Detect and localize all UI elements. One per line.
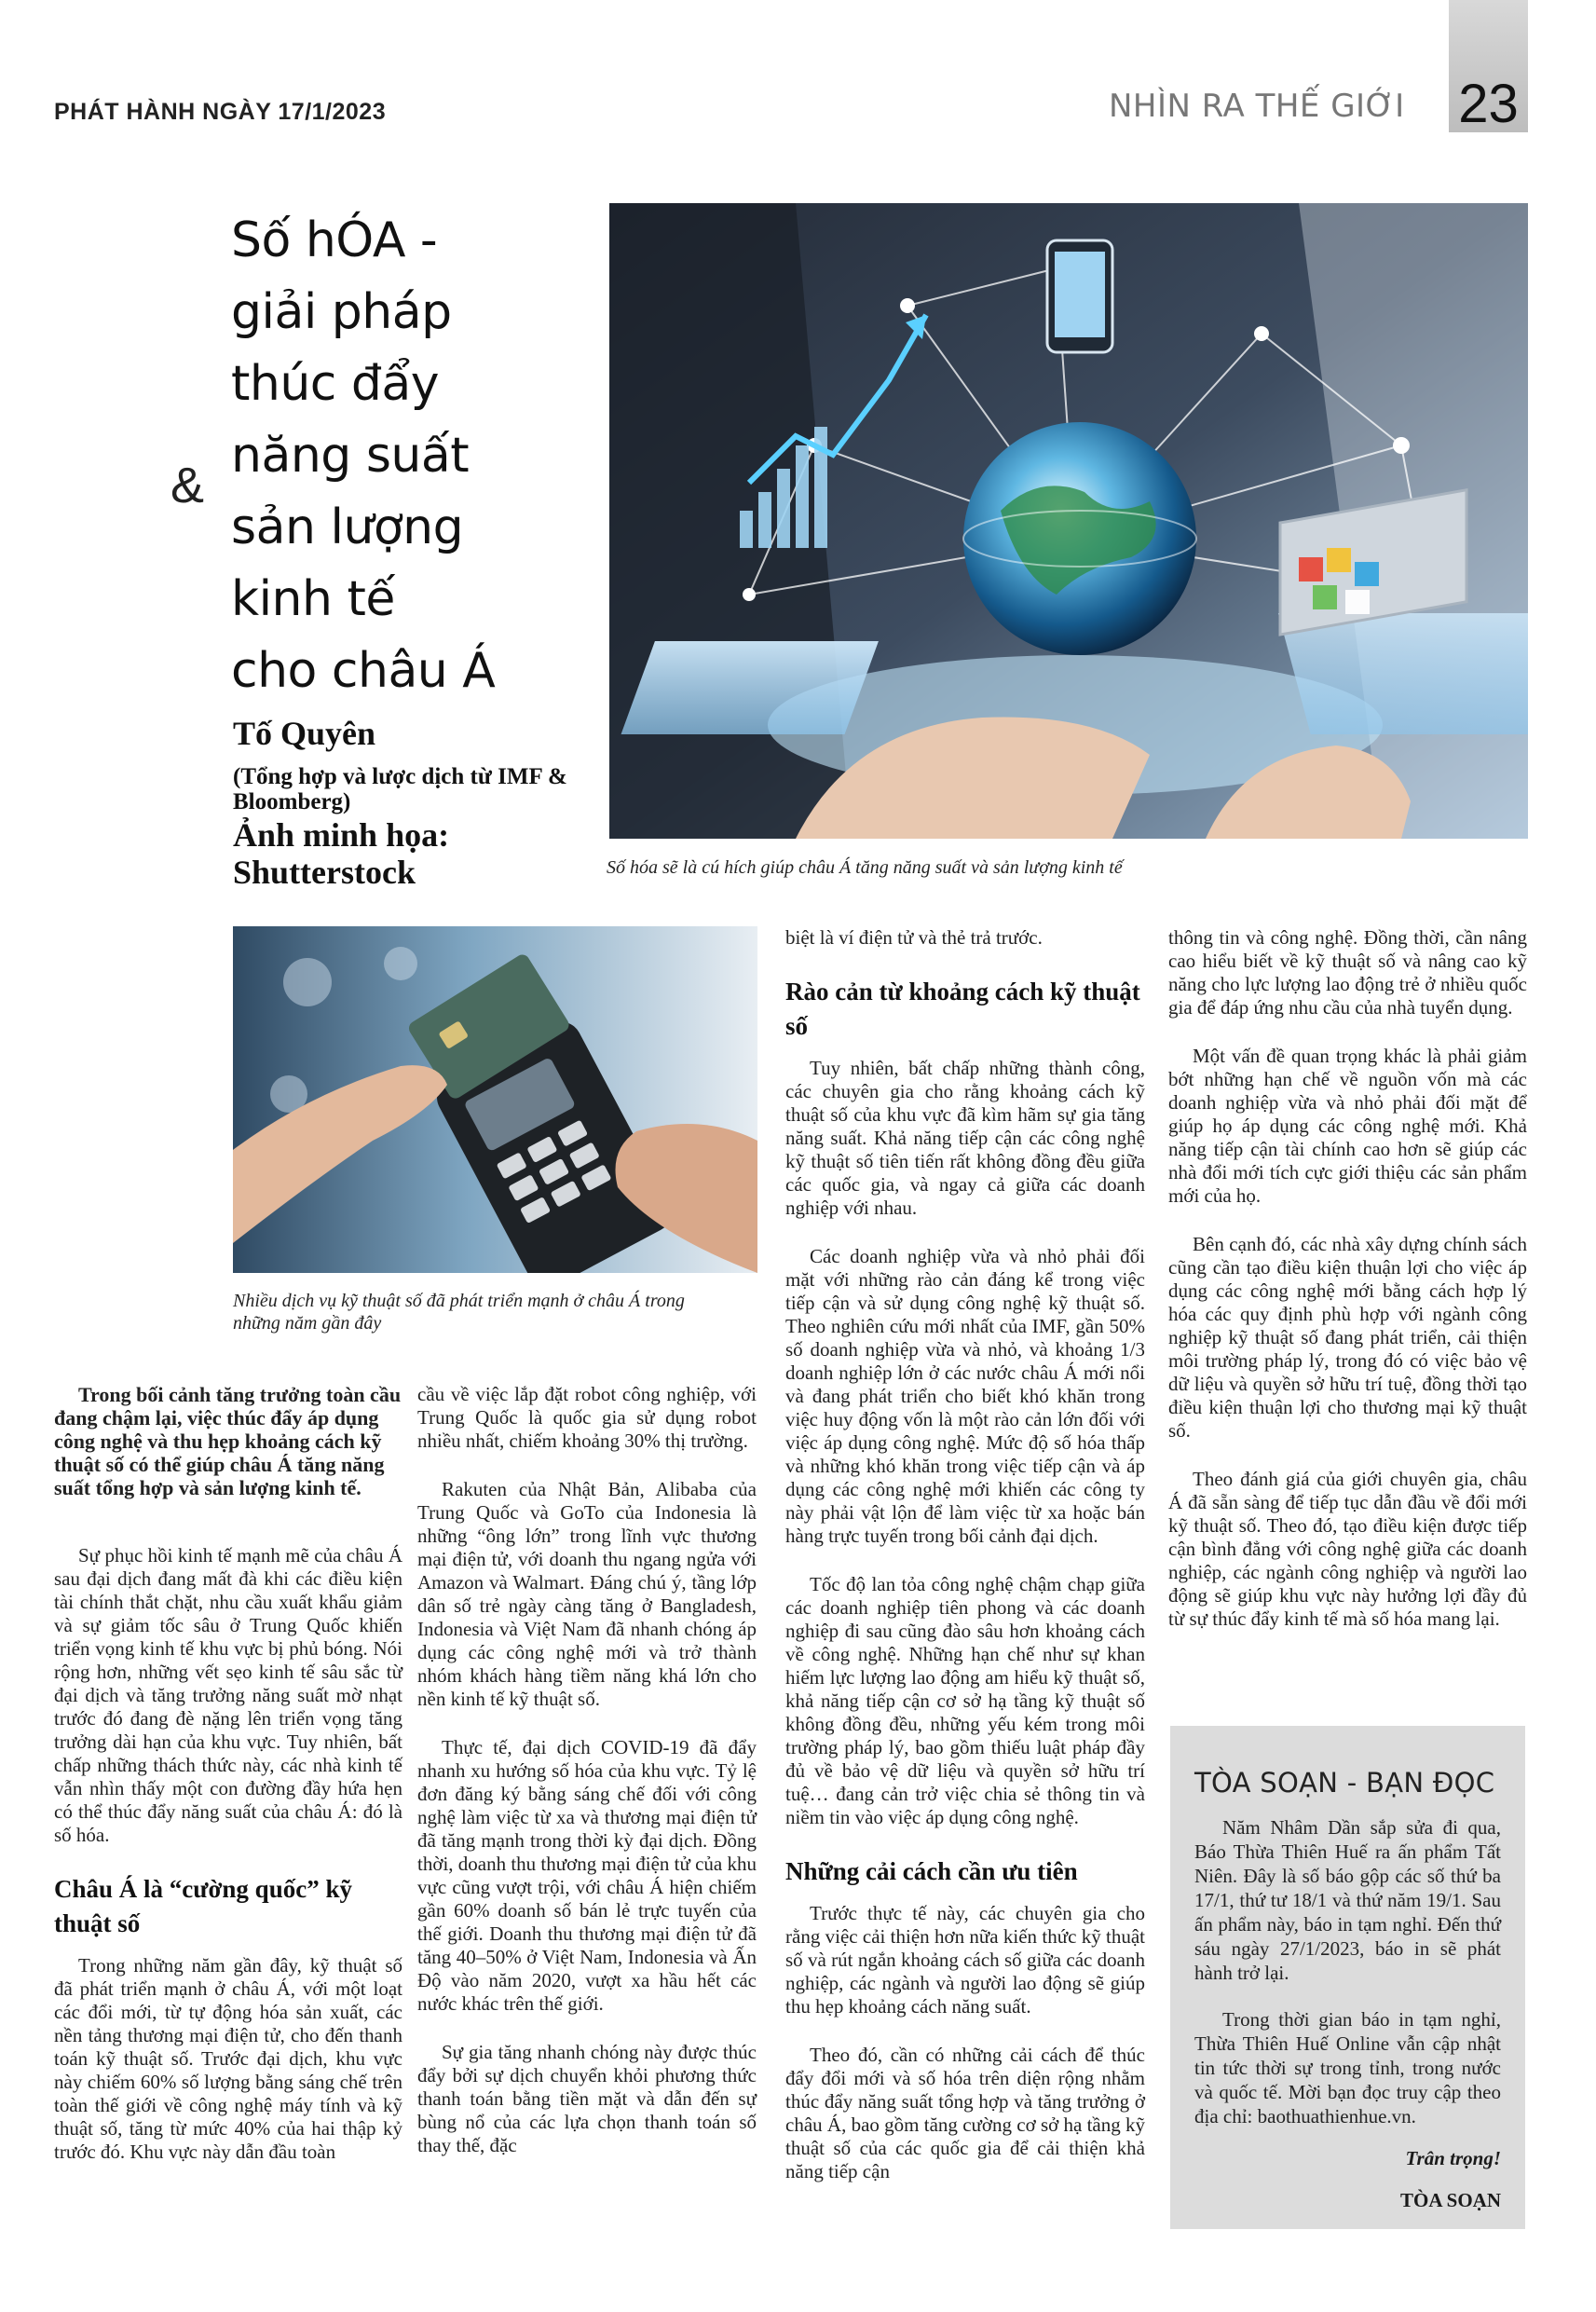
- main-illustration: [609, 203, 1528, 839]
- paragraph: Sự gia tăng nhanh chóng này được thúc đẩy bởi sự dịch chuyển khỏi phương thức thanh toán bằng tiền mặt và dẫn đến sự bùng nổ của các lựa chọn thanh toán số thay thế, đặc: [417, 2041, 757, 2156]
- text-column-2: [417, 1383, 757, 2182]
- title-line: thúc đẩy: [231, 356, 440, 412]
- subheading: Rào cản từ khoảng cách kỹ thuật số: [785, 978, 1140, 1040]
- paragraph: Các doanh nghiệp vừa và nhỏ phải đối mặt với những rào cản đáng kể trong việc tiếp cận và sử dụng công nghệ kỹ thuật số. Theo nghiên cứu mới nhất của IMF, gần 50% số doanh nghiệp vừa và nhỏ, và khoảng 1/3 doanh nghiệp lớn ở các nước châu Á mới nổi và đang phát triển cho biết khó khăn trong việc huy động vốn là một rào cản lớn đối với việc áp dụng công nghệ. Mức độ số hóa thấp và những khó khăn trong việc tiếp cận và áp dụng các công nghệ mới khiến các công ty này phải vật lộn để làm việc từ xa hoặc bán hàng trực tuyến trong bối cảnh đại dịch.: [785, 1245, 1145, 1547]
- subheading: Châu Á là “cường quốc” kỹ thuật số: [54, 1875, 352, 1937]
- paragraph: Tốc độ lan tỏa công nghệ chậm chạp giữa các doanh nghiệp tiên phong và các doanh nghiệp đi sau cũng đào sâu hơn khoảng cách về công nghệ. Những hạn chế như sự khan hiếm lực lượng lao động am hiểu kỹ thuật số, khả năng tiếp cận cơ sở hạ tầng kỹ thuật số không đồng đều, những yếu kém trong môi trường pháp lý, bao gồm thiếu luật pháp đầy đủ về bảo vệ dữ liệu và quyền sở hữu trí tuệ… đang cản trở việc chia sẻ thông tin và niềm tin vào việc áp dụng công nghệ.: [785, 1573, 1145, 1828]
- paragraph: Theo đó, cần có những cải cách để thúc đẩy đổi mới và số hóa trên diện rộng nhằm thúc đẩy năng suất tổng hợp và tăng trưởng ở châu Á, bao gồm tăng cường cơ sở hạ tầng kỹ thuật số của các quốc gia để cải thiện khả năng tiếp cận: [785, 2044, 1145, 2182]
- paragraph: Trước thực tế này, các chuyên gia cho rằng việc cải thiện hơn nữa kiến thức kỹ thuật số và rút ngắn khoảng cách số giữa các doanh nghiệp, các ngành và người lao động sẽ giúp thu hẹp khoảng cách năng suất.: [785, 1902, 1145, 2018]
- text-column-1: [54, 1383, 402, 2189]
- title-line: kinh tế: [231, 571, 395, 627]
- paragraph: Rakuten của Nhật Bản, Alibaba của Trung Quốc và GoTo của Indonesia là những “ông lớn” trong lĩnh vực thương mại điện tử, với doanh thu ngang ngửa với Amazon và Walmart. Đáng chú ý, tầng lớp dân số trẻ ngày càng tăng ở Bangladesh, Indonesia và Việt Nam đã nhanh chóng áp dụng các công nghệ mới và trở thành nhóm khách hàng tiềm năng khá lớn cho nền kinh tế kỹ thuật số.: [417, 1478, 757, 1710]
- paragraph: Trong những năm gần đây, kỹ thuật số đã phát triển mạnh ở châu Á, với một loạt các đổi mới, từ tự động hóa sản xuất, các nền tảng thương mại điện tử, cho đến thanh toán kỹ thuật số. Trước đại dịch, khu vực này chiếm 60% số lượng bằng sáng chế trên toàn thế giới về công nghệ máy tính và kỹ thuật số, tăng từ mức 40% của hai thập kỷ trước đó. Khu vực này dẫn đầu toàn: [54, 1954, 402, 2163]
- article-title: [231, 205, 604, 707]
- text-column-3: [785, 926, 1145, 2209]
- notice-paragraph: Trong thời gian báo in tạm nghỉ, Thừa Thiên Huế Online vẫn cập nhật tin tức thời sự trong tỉnh, trong nước và quốc tế. Mời bạn đọc truy cập theo địa chỉ: baothuathienhue.vn.: [1194, 2008, 1501, 2127]
- paragraph: Một vấn đề quan trọng khác là phải giảm bớt những hạn chế về nguồn vốn mà các doanh nghiệp vừa và nhỏ phải đối mặt để giúp họ áp dụng các công nghệ mới. Khả năng tiếp cận tài chính cao hơn sẽ giúp các nhà đổi mới tích cực giới thiệu các sản phẩm mới của họ.: [1168, 1045, 1527, 1207]
- notice-closing: Trân trọng!: [1405, 2147, 1501, 2169]
- title-ampersand: &: [171, 458, 205, 513]
- paragraph: biệt là ví điện tử và thẻ trả trước.: [785, 926, 1043, 949]
- notice-paragraph: Năm Nhâm Dần sắp sửa đi qua, Báo Thừa Thiên Huế ra ấn phẩm Tất Niên. Đây là số báo gộp các số thứ ba 17/1, thứ tư 18/1 và thứ năm 19/1. Sau ấn phẩm này, báo in tạm nghỉ. Đến thứ sáu ngày 27/1/2023, báo in sẽ phát hành trở lại.: [1194, 1816, 1501, 1984]
- subheading: Những cải cách cần ưu tiên: [785, 1857, 1078, 1885]
- issue-date: PHÁT HÀNH NGÀY 17/1/2023: [54, 99, 387, 125]
- secondary-image-caption: Nhiều dịch vụ kỹ thuật số đã phát triển mạnh ở châu Á trong những năm gần đây: [233, 1291, 685, 1334]
- paragraph: cầu về việc lắp đặt robot công nghiệp, với Trung Quốc là quốc gia sử dụng robot nhiều nhất, chiếm khoảng 30% thị trường.: [417, 1383, 757, 1452]
- paragraph: Thực tế, đại dịch COVID-19 đã đẩy nhanh xu hướng số hóa của khu vực. Tỷ lệ đơn đăng ký bằng sáng chế đối với công nghệ làm việc từ xa và thương mại điện tử đã tăng mạnh trong thời kỳ đại dịch. Đồng thời, doanh thu thương mại điện tử của khu vực cũng vượt trội, với châu Á hiện chiếm gần 60% doanh số bán lẻ trực tuyến của thế giới. Doanh thu thương mại điện tử đã tăng 40–50% ở Việt Nam, Indonesia và Ấn Độ vào năm 2020, vượt xa hầu hết các nước khác trên thế giới.: [417, 1736, 757, 2015]
- editorial-notice-box: [1170, 1726, 1525, 2229]
- title-line: giải pháp: [231, 284, 452, 340]
- author-name: Tố Quyên: [233, 715, 376, 752]
- title-line: sản lượng: [231, 499, 464, 555]
- title-line: Số hÓA -: [231, 212, 438, 268]
- payment-photo: [233, 926, 757, 1273]
- paragraph: Tuy nhiên, bất chấp những thành công, các chuyên gia cho rằng khoảng cách kỹ thuật số của khu vực đã kìm hãm sự gia tăng năng suất. Khả năng tiếp cận các công nghệ kỹ thuật số tiên tiến rất không đồng đều giữa các quốc gia, và ngay cả giữa các doanh nghiệp với nhau.: [785, 1057, 1145, 1219]
- paragraph: Theo đánh giá của giới chuyên gia, châu Á đã sẵn sàng để tiếp tục dẫn đầu về đổi mới kỹ thuật số. Theo đó, tạo điều kiện được tiếp cận bình đẳng với công nghệ giữa các doanh nghiệp, các ngành công nghiệp và người lao động sẽ giúp khu vực này hưởng lợi đầy đủ từ sự thúc đẩy kinh tế mà số hóa mang lại.: [1168, 1468, 1527, 1630]
- article-source: (Tổng hợp và lược dịch từ IMF & Bloomberg): [233, 764, 567, 814]
- title-line: năng suất: [231, 428, 470, 484]
- main-image-caption: Số hóa sẽ là cú hích giúp châu Á tăng năng suất và sản lượng kinh tế: [607, 857, 1123, 878]
- text-column-4: [1168, 926, 1527, 1656]
- notice-signature: TÒA SOẠN: [1400, 2189, 1501, 2211]
- paragraph: Sự phục hồi kinh tế mạnh mẽ của châu Á sau đại dịch đang mất đà khi các điều kiện tài chính thắt chặt, nhu cầu xuất khẩu giảm và sự giảm tốc sâu ở Trung Quốc khiến triển vọng kinh tế khu vực bị phủ bóng. Nói rộng hơn, những vết sẹo kinh tế sâu sắc từ đại dịch và tăng trưởng năng suất mờ nhạt trước đó đang đè nặng lên triển vọng tăng trưởng dài hạn của khu vực. Tuy nhiên, bất chấp những thách thức này, các nhà kinh tế vẫn nhìn thấy một con đường đầy hứa hẹn có thể thúc đẩy năng suất của châu Á: đó là số hóa.: [54, 1544, 402, 1846]
- notice-title: TÒA SOẠN - BẠN ĐỌC: [1194, 1767, 1495, 1799]
- photo-credit: Ảnh minh họa: Shutterstock: [233, 816, 450, 891]
- paragraph: Bên cạnh đó, các nhà xây dựng chính sách cũng cần tạo điều kiện thuận lợi cho việc áp dụng các công nghệ mới bằng cách hợp lý hóa các quy định phù hợp với ngành công nghiệp kỹ thuật số đang phát triển, cải thiện môi trường pháp lý, trong đó có việc bảo vệ dữ liệu và quyền sở hữu trí tuệ, đồng thời tạo điều kiện thuận lợi cho thương mại kỹ thuật số.: [1168, 1233, 1527, 1442]
- page-number: 23: [1458, 74, 1519, 134]
- section-label: NHÌN RA THẾ GIỚI: [1109, 88, 1405, 125]
- title-line: cho châu Á: [231, 643, 496, 699]
- article-lead: Trong bối cảnh tăng trưởng toàn cầu đang chậm lại, việc thúc đẩy áp dụng công nghệ và thu hẹp khoảng cách kỹ thuật số có thể giúp châu Á tăng năng suất tổng hợp và sản lượng kinh tế.: [54, 1383, 402, 1499]
- paragraph: thông tin và công nghệ. Đồng thời, cần nâng cao hiểu biết về kỹ thuật số và nâng cao kỹ năng cho lực lượng lao động trẻ ở nhiều quốc gia để đáp ứng nhu cầu của nhà tuyển dụng.: [1168, 926, 1527, 1019]
